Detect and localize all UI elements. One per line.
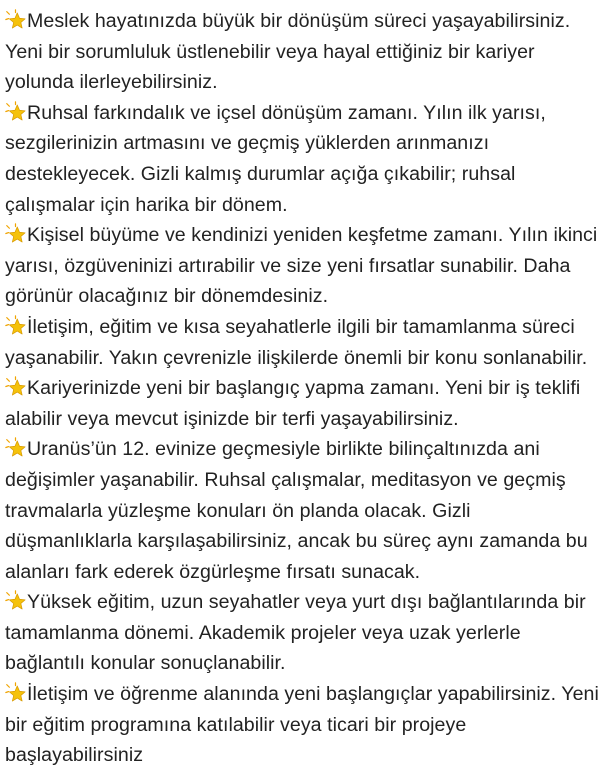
item-text: Kişisel büyüme ve kendinizi yeniden keşfetme zamanı. Yılın ikinci yarısı, özgüveninizi artırabilir ve size yeni fırsatlar sunabilir. Daha görünür olacağınız bir dönemdesiniz.: [5, 224, 598, 308]
item-text: Ruhsal farkındalık ve içsel dönüşüm zamanı. Yılın ilk yarısı, sezgilerinizin artmasını ve geçmiş yüklerden arınmanızı destekleyecek. Gizli kalmış durumlar açığa çıkabilir; ruhsal çalışmalar için harika bir dönem.: [5, 101, 546, 216]
star-icon: [5, 101, 26, 122]
list-item: [5, 587, 599, 679]
list-item: [5, 98, 599, 220]
star-icon: [5, 315, 26, 336]
star-icon: [5, 437, 26, 458]
item-text: İletişim, eğitim ve kısa seyahatlerle ilgili bir tamamlanma süreci yaşanabilir. Yakın çevrenizle ilişkilerde önemli bir konu sonlanabilir.: [5, 315, 588, 369]
list-item: [5, 679, 599, 771]
list-item: [5, 220, 599, 312]
star-icon: [5, 590, 26, 611]
star-icon: [5, 682, 26, 703]
list-item: [5, 6, 599, 98]
list-item: [5, 434, 599, 587]
star-icon: [5, 9, 26, 30]
list-item: [5, 373, 599, 434]
item-text: İletişim ve öğrenme alanında yeni başlangıçlar yapabilirsiniz. Yeni bir eğitim programına katılabilir veya ticari bir projeye başlayabilirsiniz: [5, 683, 599, 767]
star-icon: [5, 376, 26, 397]
item-text: Yüksek eğitim, uzun seyahatler veya yurt dışı bağlantılarında bir tamamlanma dönemi. Akademik projeler veya uzak yerlerle bağlantılı konular sonuçlanabilir.: [5, 591, 586, 675]
item-text: Uranüs’ün 12. evinize geçmesiyle birlikte bilinçaltınızda ani değişimler yaşanabilir. Ruhsal çalışmalar, meditasyon ve geçmiş travmalarla yüzleşme konuları ön planda olacak. Gizli düşmanlıklarla karşılaşabilirsiniz, ancak bu süreç aynı zamanda bu alanları fark ederek özgürleşme fırsatı sunacak.: [5, 438, 588, 583]
horoscope-text: [5, 6, 599, 771]
item-text: Meslek hayatınızda büyük bir dönüşüm süreci yaşayabilirsiniz. Yeni bir sorumluluk üstlenebilir veya hayal ettiğiniz bir kariyer yolunda ilerleyebilirsiniz.: [5, 10, 571, 94]
item-text: Kariyerinizde yeni bir başlangıç yapma zamanı. Yeni bir iş teklifi alabilir veya mevcut işinizde bir terfi yaşayabilirsiniz.: [5, 377, 581, 430]
star-icon: [5, 223, 26, 244]
list-item: [5, 312, 599, 373]
